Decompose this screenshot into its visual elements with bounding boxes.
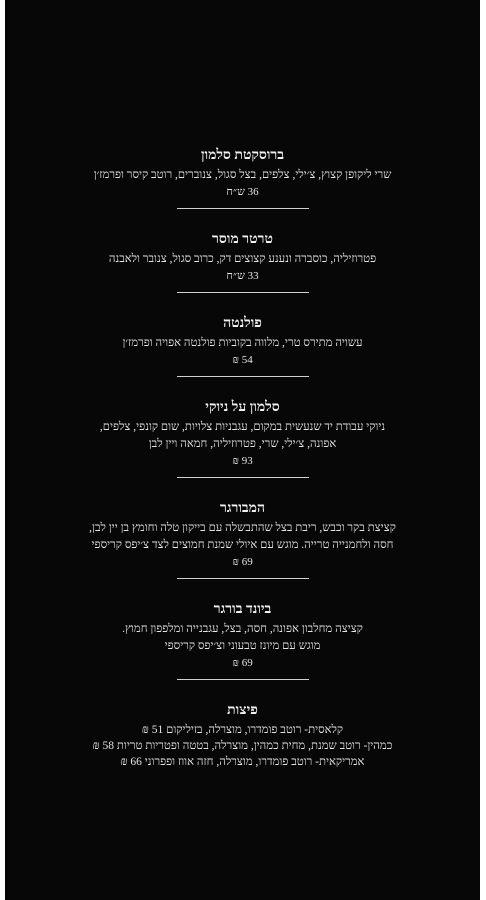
dish-price: 54 ₪: [232, 354, 253, 366]
pizza-line: כמהין- רוטב שמנת, מחית כמהין, מוצרלה, בטטה ופטריות טריות 58 ₪: [92, 740, 393, 752]
pizza-list: [5, 722, 480, 770]
menu-list: [5, 147, 480, 770]
dish-description: קציצת בקר וכבש, ריבת בצל שהתבשלה עם בייקון טלה וחומץ בן יין לבן, חסה ולחמנייה טרייה. מוגש עם איולי שמנת חמוצים לצד צ׳יפס קריספי: [89, 522, 396, 551]
dish-price: 69 ₪: [232, 556, 253, 568]
menu-page: [5, 0, 480, 900]
divider: [177, 578, 309, 579]
dish-description: עשויה מתירס טרי, מלווה בקוביות פולנטה אפויה ופרמז׳ן: [122, 337, 363, 349]
divider: [177, 208, 309, 209]
pizza-line: אמריקאית- רוטב פומדרו, מוצרלה, חזה אווז ופפרוני 66 ₪: [120, 756, 365, 768]
menu-item-salmon-bruschetta: [5, 147, 480, 198]
dish-description: פטרוזיליה, כוסברה ונענע קצוצים דק, כרוב סגול, צנובר ולאבנה: [108, 253, 377, 265]
dish-title: טרטר מוסר: [212, 232, 273, 247]
dish-description: קציצה מחלבון אפונה, חסה, בצל, עגבנייה ומלפפון חמוץ. מוגש עם מיונז טבעוני וצ׳יפס קריספי: [122, 623, 363, 652]
dish-title: ביונד בורגר: [213, 602, 272, 617]
menu-item-beyond-burger: [5, 601, 480, 669]
dish-title: פולנטה: [223, 316, 262, 331]
dish-description: ניוקי עבודת יד שנעשית במקום, עגבניות צלויות, שום קונפי, צלפים, אפונה, צ׳ילי, שרי, פטרוזיליה, חמאה ויין לבן: [99, 421, 386, 450]
dish-title: פיצות: [227, 703, 258, 718]
dish-title: סלמון על ניוקי: [205, 400, 280, 415]
dish-description: שרי ליקופן קצוץ, צ׳ילי, צלפים, בצל סגול, צנוברים, רוטב קיסר ופרמז׳ן: [93, 169, 392, 181]
pizza-line: קלאסית- רוטב פומדרו, מוצרלה, בזיליקום 51 ₪: [141, 724, 344, 736]
divider: [177, 376, 309, 377]
divider: [177, 477, 309, 478]
divider: [177, 679, 309, 680]
menu-item-polenta: [5, 315, 480, 366]
dish-price: 93 ₪: [232, 455, 253, 467]
dish-price: 33 ש״ח: [226, 270, 259, 282]
dish-price: 69 ₪: [232, 657, 253, 669]
menu-item-pizzas: [5, 702, 480, 770]
dish-title: ברוסקטת סלמון: [200, 148, 285, 163]
menu-item-fish-tartare: [5, 231, 480, 282]
dish-title: המבורגר: [219, 501, 266, 516]
dish-price: 36 ש״ח: [226, 186, 259, 198]
menu-item-hamburger: [5, 500, 480, 568]
menu-item-salmon-gnocchi: [5, 399, 480, 467]
divider: [177, 292, 309, 293]
